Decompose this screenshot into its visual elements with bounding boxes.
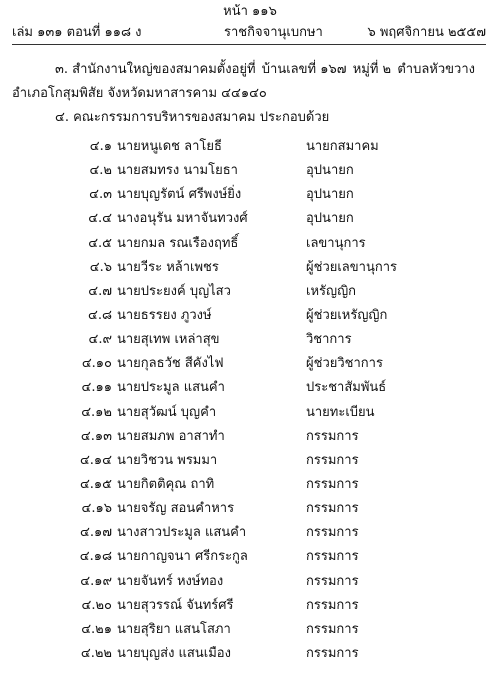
volume-issue: เล่ม ๑๓๑ ตอนที่ ๑๑๘ ง: [12, 25, 142, 40]
member-name: นายสุวรรณ์ จันทร์ศรี: [117, 597, 234, 613]
member-number: ๔.๔: [88, 211, 112, 227]
committee-row: [0, 256, 500, 280]
member-role: ผู้ช่วยเหรัญญิก: [306, 307, 388, 323]
member-role: กรรมการ: [306, 645, 359, 661]
member-name: นายวิชวน พรมมา: [117, 452, 218, 468]
member-name: นายกมล รณเรืองฤทธิ์: [117, 235, 239, 251]
page-number: หน้า ๑๑๖: [223, 4, 277, 19]
committee-row: [0, 473, 500, 497]
member-name: นายสุเทพ เหล่าสุข: [117, 332, 220, 348]
member-name: นายจันทร์ หงษ์ทอง: [117, 573, 224, 589]
member-role: อุปนายก: [306, 187, 354, 203]
member-name: นายสมทรง นามโยธา: [117, 163, 238, 179]
member-number: ๔.๑๕: [79, 476, 112, 492]
committee-row: [0, 183, 500, 207]
committee-row: [0, 618, 500, 642]
paragraph-3-part: บ้านเลขที่ ๑๖๗: [261, 62, 347, 77]
member-role: อุปนายก: [306, 163, 354, 179]
member-role: กรรมการ: [306, 452, 359, 468]
paragraph-4: ๔. คณะกรรมการบริหารของสมาคม ประกอบด้วย: [55, 110, 330, 125]
paragraph-3-part: ๓. สำนักงานใหญ่ของสมาคมตั้งอยู่ที่: [55, 62, 256, 77]
committee-row: [0, 304, 500, 328]
member-number: ๔.๑๗: [80, 525, 112, 541]
member-role: กรรมการ: [306, 525, 359, 541]
committee-row: [0, 570, 500, 594]
member-name: นายสมภพ อาสาทำ: [117, 428, 225, 444]
member-number: ๔.๕: [88, 235, 112, 251]
member-number: ๔.๙: [88, 332, 112, 348]
member-number: ๔.๑: [89, 139, 112, 154]
member-role: ประชาสัมพันธ์: [306, 380, 387, 396]
committee-row: [0, 594, 500, 618]
member-role: นายกสมาคม: [306, 139, 379, 154]
gazette-title: ราชกิจจานุเบกษา: [224, 25, 323, 40]
paragraph-3-part: หมู่ที่ ๒: [352, 62, 392, 77]
member-number: ๔.๓: [89, 187, 112, 203]
member-name: นายธรรยง ภูวงษ์: [117, 307, 212, 323]
member-role: อุปนายก: [306, 211, 354, 227]
member-name: นายกาญจนา ศรีกระกูล: [117, 549, 248, 565]
committee-row: [0, 328, 500, 352]
member-number: ๔.๒๑: [81, 621, 112, 637]
member-number: ๔.๑๑: [81, 380, 112, 396]
member-number: ๔.๑๒: [81, 404, 112, 420]
member-role: กรรมการ: [306, 549, 359, 565]
member-role: กรรมการ: [306, 501, 359, 517]
member-name: นายสุวัฒน์ บุญคำ: [117, 404, 217, 420]
committee-row: [0, 280, 500, 304]
publication-date: ๖ พฤศจิกายน ๒๕๕๗: [367, 25, 486, 40]
header-rule: [12, 44, 486, 45]
page-header: [12, 24, 486, 42]
member-number: ๔.๑๔: [79, 452, 112, 468]
member-name: นายประยงค์ บุญไสว: [117, 283, 231, 299]
member-role: กรรมการ: [306, 476, 359, 492]
member-name: นางสาวประมูล แสนคำ: [117, 525, 247, 541]
member-name: นายหนูเดช ลาโยธี: [117, 139, 222, 154]
member-name: นายบุญส่ง แสนเมือง: [117, 645, 231, 661]
member-role: ผู้ช่วยวิชาการ: [306, 356, 383, 372]
committee-row: [0, 425, 500, 449]
member-role: เลขานุการ: [306, 235, 366, 251]
member-role: นายทะเบียน: [306, 404, 375, 420]
committee-row: [0, 449, 500, 473]
member-role: กรรมการ: [306, 428, 359, 444]
member-name: นายวีระ หล้าเพชร: [117, 259, 219, 275]
member-name: นายกิตติคุณ ถาทิ: [117, 476, 215, 492]
committee-row: [0, 521, 500, 545]
committee-row: [0, 401, 500, 425]
member-name: นายกุลธวัช สีคังไฟ: [117, 356, 224, 372]
member-number: ๔.๑๙: [80, 573, 112, 589]
member-number: ๔.๗: [88, 283, 112, 299]
member-number: ๔.๒: [89, 163, 112, 179]
member-number: ๔.๑๖: [81, 501, 112, 517]
committee-row: [0, 232, 500, 256]
member-number: ๔.๘: [87, 307, 112, 323]
paragraph-3-line-1: [55, 60, 475, 80]
member-name: นายสุริยา แสนโสภา: [117, 621, 231, 637]
member-number: ๔.๑๐: [81, 356, 112, 372]
committee-row: [0, 352, 500, 376]
member-name: นายบุญรัตน์ ศรีพงษ์ยิ่ง: [117, 187, 242, 203]
member-number: ๔.๖: [89, 259, 112, 275]
committee-row: [0, 497, 500, 521]
member-number: ๔.๒๐: [81, 597, 112, 613]
committee-row: [0, 135, 500, 159]
member-number: ๔.๒๒: [80, 645, 112, 661]
committee-row: [0, 207, 500, 231]
member-name: นายจรัญ สอนคำหาร: [117, 501, 235, 517]
member-role: กรรมการ: [306, 573, 359, 589]
member-number: ๔.๑๘: [79, 549, 112, 565]
member-role: วิชาการ: [306, 332, 352, 348]
member-name: นายประมูล แสนคำ: [117, 380, 225, 396]
member-role: เหรัญญิก: [306, 283, 357, 299]
paragraph-3-part: ตำบลหัวขวาง: [397, 62, 475, 77]
paragraph-3-line-2: อำเภอโกสุมพิสัย จังหวัดมหาสารคาม ๔๔๑๔๐: [12, 86, 267, 101]
committee-row: [0, 642, 500, 666]
member-name: นางอนุรัน มหาจันทวงศ์: [117, 211, 248, 227]
member-role: กรรมการ: [306, 621, 359, 637]
committee-row: [0, 376, 500, 400]
member-role: ผู้ช่วยเลขานุการ: [306, 259, 397, 275]
committee-list: [0, 135, 500, 666]
committee-row: [0, 159, 500, 183]
member-role: กรรมการ: [306, 597, 359, 613]
committee-row: [0, 545, 500, 569]
member-number: ๔.๑๓: [80, 428, 112, 444]
